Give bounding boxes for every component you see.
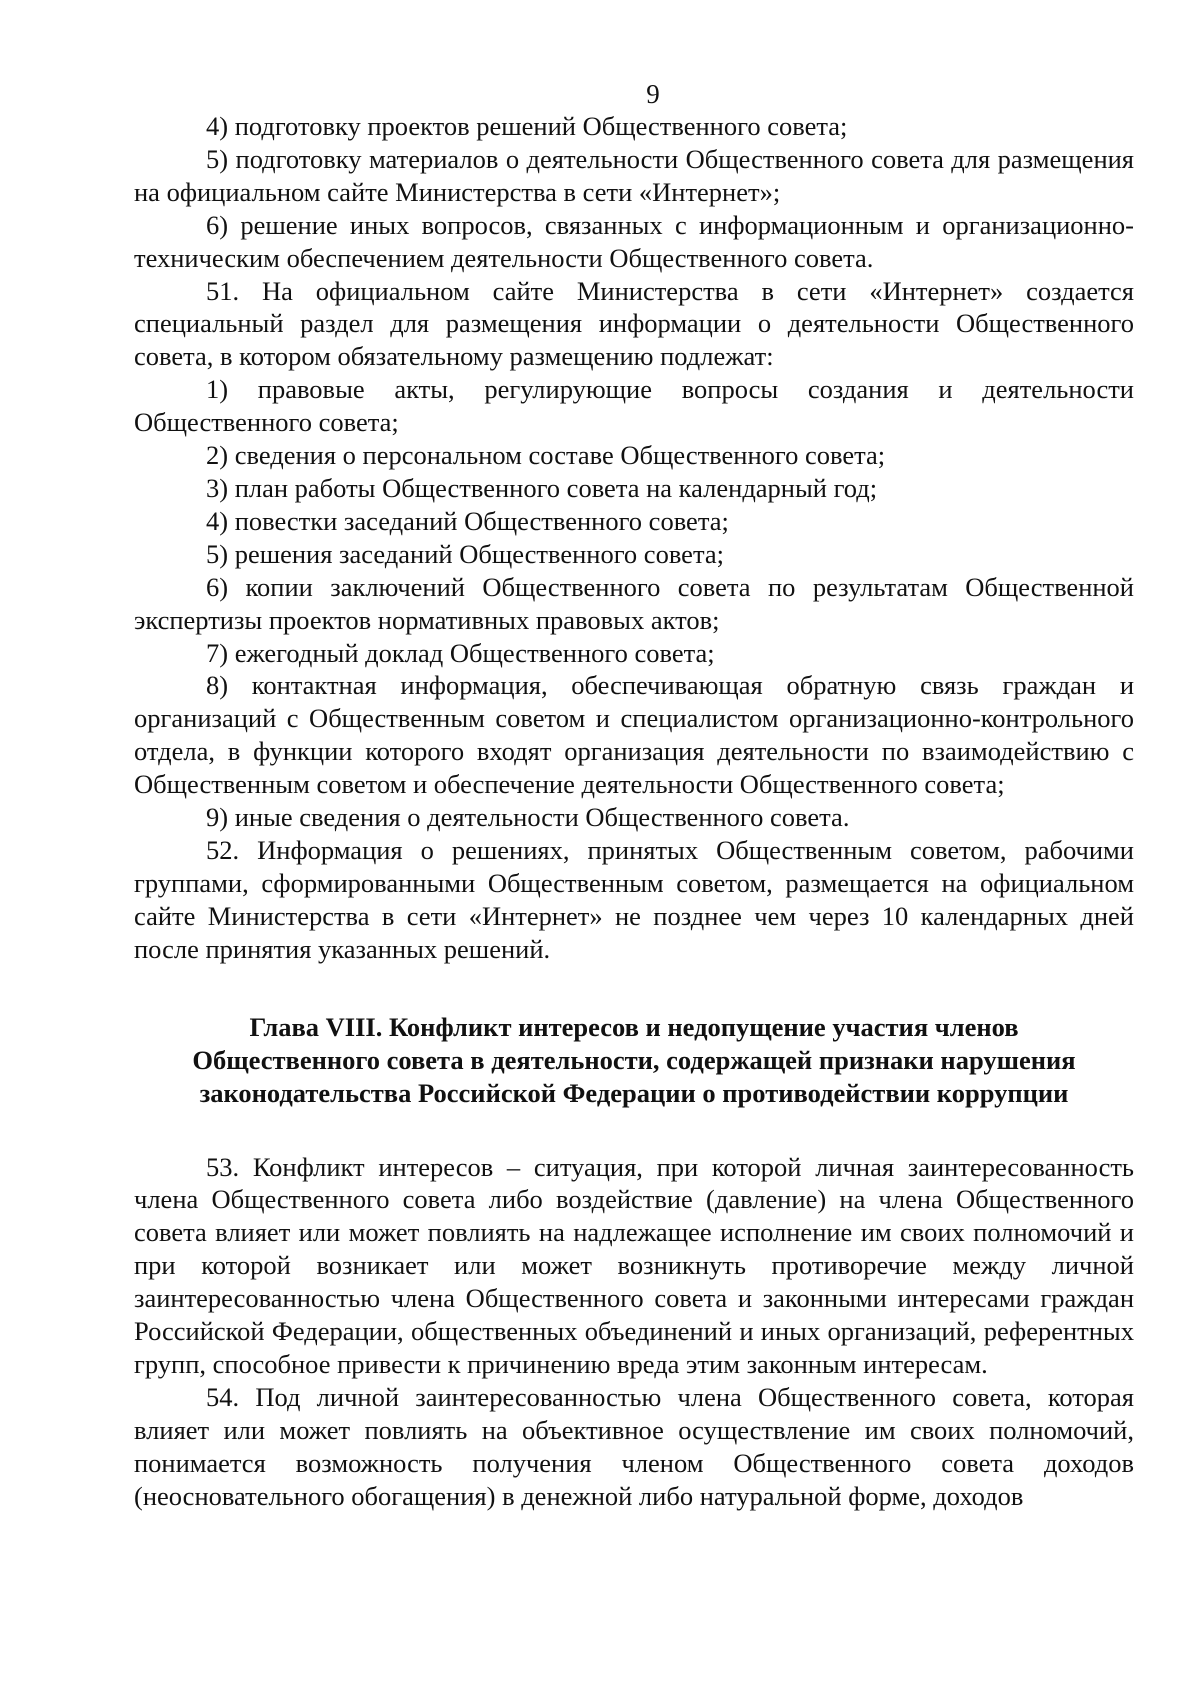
paragraph-item-51-4: 4) повестки заседаний Общественного совета; xyxy=(206,505,729,536)
paragraph-51: 51. На официальном сайте Министерства в сети «Интернет» создается специальный раздел для размещения информации о деятельности Общественного совета, в котором обязательному размещению подлежат: xyxy=(134,275,1134,372)
paragraph-item-50-4: 4) подготовку проектов решений Общественного совета; xyxy=(206,111,848,141)
paragraph-item-51-5: 5) решения заседаний Общественного совета; xyxy=(206,538,724,569)
paragraph-item-51-1: 1) правовые акты, регулирующие вопросы создания и деятельности Общественного совета; xyxy=(134,374,1134,438)
chapter-heading-line: законодательства Российской Федерации о противодействии коррупции xyxy=(199,1077,1069,1108)
document-page xyxy=(134,78,1134,1513)
paragraph-item-51-6: 6) копии заключений Общественного совета по результатам Общественной экспертизы проектов нормативных правовых актов; xyxy=(134,571,1134,635)
paragraph-52: 52. Информация о решениях, принятых Общественным советом, рабочими группами, сформированными Общественным советом, размещается на официальном сайте Министерства в сети «Интернет» не позднее чем через 10 календарных дней после принятия указанных решений. xyxy=(134,834,1134,964)
paragraph-item-51-3: 3) план работы Общественного совета на календарный год; xyxy=(206,472,878,503)
paragraph-item-51-8: 8) контактная информация, обеспечивающая обратную связь граждан и организаций с Общественным советом и специалистом организационно-контрольного отдела, в функции которого входят организация деятельности по взаимодействию с Общественным советом и обеспечение деятельности Общественного совета; xyxy=(134,670,1134,800)
paragraph-item-50-5: 5) подготовку материалов о деятельности Общественного совета для размещения на официальном сайте Министерства в сети «Интернет»; xyxy=(134,143,1134,207)
chapter-heading-line: Общественного совета в деятельности, содержащей признаки нарушения xyxy=(192,1044,1076,1075)
paragraph-item-51-7: 7) ежегодный доклад Общественного совета; xyxy=(206,637,715,668)
paragraph-53: 53. Конфликт интересов – ситуация, при которой личная заинтересованность члена Общественного совета либо воздействие (давление) на члена Общественного совета влияет или может повлиять на надлежащее исполнение им своих полномочий и при которой возникает или может возникнуть противоречие между личной заинтересованностью члена Общественного совета и законными интересами граждан Российской Федерации, общественных объединений и иных организаций, референтных групп, способное привести к причинению вреда этим законным интересам. xyxy=(134,1151,1134,1379)
page-number: 9 xyxy=(646,79,660,109)
paragraph-item-51-2: 2) сведения о персональном составе Общественного совета; xyxy=(206,440,886,471)
paragraph-item-51-9: 9) иные сведения о деятельности Общественного совета. xyxy=(206,802,850,833)
paragraph-item-50-6: 6) решение иных вопросов, связанных с информационным и организационно-техническим обеспечением деятельности Общественного совета. xyxy=(134,209,1134,273)
paragraph-54: 54. Под личной заинтересованностью члена Общественного совета, которая влияет или может повлиять на объективное осуществление им своих полномочий, понимается возможность получения членом Общественного совета доходов (неосновательного обогащения) в денежной либо натуральной форме, доходов xyxy=(134,1381,1134,1511)
chapter-heading-line: Глава VIII. Конфликт интересов и недопущение участия членов xyxy=(249,1011,1019,1042)
chapter-heading xyxy=(134,1011,1134,1110)
